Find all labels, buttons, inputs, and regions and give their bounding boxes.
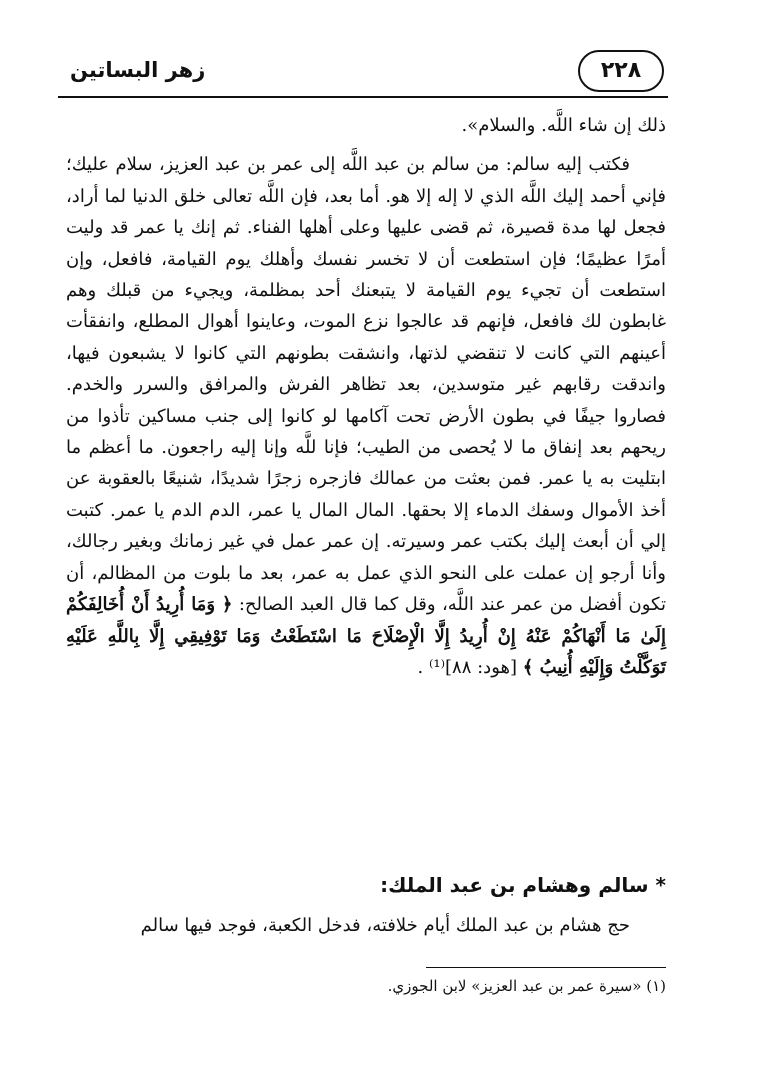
quran-verse: ﴿ وَمَا أُرِيدُ أَنْ أُخَالِفَكُمْ إِلَىٰ مَا أَنْهَاكُمْ عَنْهُ إِنْ أُرِيدُ إِلَّا الْإِصْلَاحَ مَا اسْتَطَعْتُ وَمَا تَوْفِيقِي إِلَّا بِاللَّهِ عَلَيْهِ تَوَكَّلْتُ وَإِلَيْهِ أُنِيبُ ﴾ xyxy=(66,594,666,678)
running-title: زهر البساتين xyxy=(70,58,206,82)
footnote-rule xyxy=(426,967,666,968)
header-rule xyxy=(58,96,668,98)
paragraph-closing: ذلك إن شاء اللَّه. والسلام». xyxy=(461,115,666,136)
verse-reference: [هود: ٨٨]⁽¹⁾ . xyxy=(417,656,518,678)
section-paragraph: حج هشام بن عبد الملك أيام خلافته، فدخل الكعبة، فوجد فيها سالم xyxy=(140,915,630,936)
page-number-badge: ٢٢٨ xyxy=(578,50,664,92)
page-header xyxy=(58,48,668,98)
paragraph-letter xyxy=(66,149,666,683)
footnote: (١) «سيرة عمر بن عبد العزيز» لابن الجوزي. xyxy=(387,977,666,995)
letter-text: فكتب إليه سالم: من سالم بن عبد اللَّه إلى عمر بن عبد العزيز، سلام عليك؛ فإني أحمد إليك اللَّه الذي لا إله إلا هو. أما بعد، فإن اللَّه تعالى خلق الدنيا لما أراد، فجعل لها مدة قصيرة، ثم قضى عليها وعلى أهلها الفناء. ثم إنك يا عمر قد وليت أمرًا عظيمًا؛ فإن استطعت أن لا تخسر نفسك وأهلك يوم القيامة، فافعل، وإن استطعت أن تجيء يوم القيامة لا يتبعنك أحد بمظلمة، ويجيء من قبلك وهم غابطون لك فافعل، فإنهم قد عالجوا نزع الموت، وعاينوا أهوال المطلع، وانفقأت أعينهم التي كانت لا تنقضي لذتها، وانشقت بطونهم التي كانوا لا يشبعون فيها، واندقت رقابهم غير متوسدين، بعد تظاهر الفرش والمرافق والسرر والخدم. فصاروا جيفًا في بطون الأرض تحت آكامها لو كانوا إلى جنب مساكين تأذوا من ريحهم بعد إنفاق ما لا يُحصى من الطيب؛ فإنا للَّه وإنا إليه راجعون. ما أعظم ما ابتليت به يا عمر. فمن بعثت من عمالك فازجره زجرًا شديدًا، شنيعًا بالعقوبة عن أخذ الأموال وسفك الدماء إلا بحقها. المال المال يا عمر، الدم الدم يا عمر. كتبت إلي أن أبعث إليك بكتب عمر وسيرته. إن عمر عمل في غير زمانك وبغير رجالك، وأنا أرجو إن عملت على النحو الذي عمل به عمر، بعد ما بلوت من المظالم، أن تكون أفضل من عمر عند اللَّه، وقل كما قال العبد الصالح: xyxy=(66,154,667,616)
section-heading: * سالم وهشام بن عبد الملك: xyxy=(380,873,666,897)
body-text xyxy=(66,110,666,691)
